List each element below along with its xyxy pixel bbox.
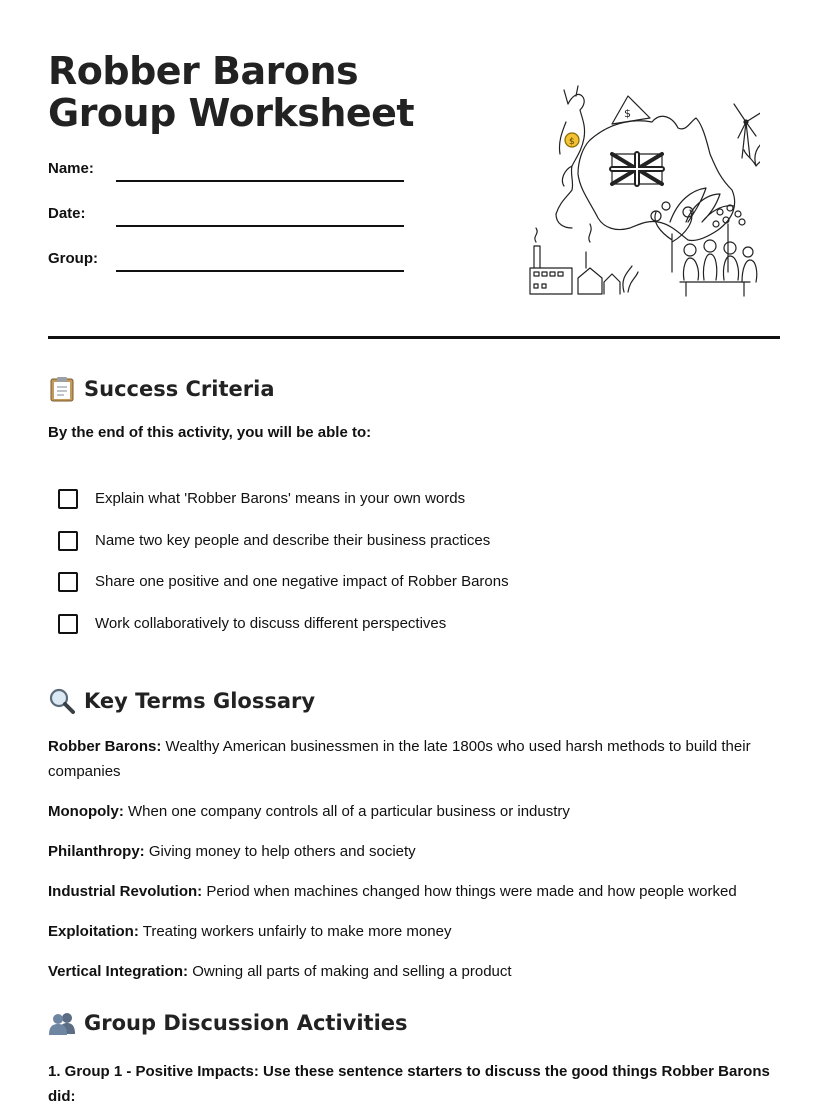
- criteria-item[interactable]: [58, 488, 778, 530]
- success-criteria-title: Success Criteria: [84, 377, 275, 401]
- success-intro: By the end of this activity, you will be able to:: [48, 424, 372, 441]
- term-name: Philanthropy:: [48, 843, 145, 860]
- criteria-text: Work collaboratively to discuss different perspectives: [95, 614, 447, 632]
- criteria-text: Name two key people and describe their business practices: [95, 531, 491, 549]
- glossary-title: Key Terms Glossary: [84, 689, 316, 713]
- section-divider: [48, 336, 780, 339]
- glossary-list: [48, 734, 780, 999]
- criteria-list: [58, 488, 778, 654]
- term-definition: Period when machines changed how things were made and how people worked: [206, 883, 737, 900]
- checkbox[interactable]: [58, 489, 78, 509]
- group-label: Group:: [48, 250, 98, 267]
- group-field[interactable]: [48, 250, 408, 276]
- australia-illustration: [520, 82, 760, 300]
- flowers-icon: [713, 205, 745, 272]
- checkbox[interactable]: [58, 531, 78, 551]
- money-sign: [612, 96, 650, 124]
- discussion-heading: [48, 1010, 408, 1036]
- criteria-item[interactable]: [58, 530, 778, 572]
- glossary-heading: [48, 688, 315, 714]
- date-line[interactable]: [116, 225, 404, 227]
- term-definition: Giving money to help others and society: [148, 843, 416, 860]
- name-field[interactable]: [48, 160, 408, 186]
- term-definition: Owning all parts of making and selling a product: [192, 963, 512, 980]
- glossary-term: [48, 919, 780, 944]
- discussion-title: Group Discussion Activities: [84, 1011, 408, 1035]
- term-definition: When one company controls all of a particular business or industry: [128, 803, 570, 820]
- glossary-term: [48, 959, 780, 984]
- people-at-table: [680, 240, 757, 296]
- term-definition: Treating workers unfairly to make more money: [142, 923, 452, 940]
- worksheet-title: Robber Barons Group Worksheet: [48, 49, 415, 135]
- magnifier-icon: [48, 688, 76, 714]
- success-criteria-heading: [48, 376, 275, 402]
- people-icon: [48, 1010, 76, 1036]
- term-name: Industrial Revolution:: [48, 883, 203, 900]
- tree-icon: [651, 202, 693, 272]
- name-label: Name:: [48, 160, 94, 177]
- term-definition: Wealthy American businessmen in the late 1800s who used harsh methods to build their companies: [48, 738, 751, 780]
- checkbox[interactable]: [58, 614, 78, 634]
- factory-icon: [530, 228, 572, 294]
- group-line[interactable]: [116, 270, 404, 272]
- windmill-icon: [734, 104, 760, 158]
- criteria-item[interactable]: [58, 571, 778, 613]
- term-name: Vertical Integration:: [48, 963, 189, 980]
- svg-text:$: $: [624, 107, 631, 120]
- svg-text:$: $: [569, 137, 575, 147]
- criteria-text: Explain what 'Robber Barons' means in your own words: [95, 490, 466, 507]
- glossary-term: [48, 879, 780, 904]
- term-name: Robber Barons:: [48, 738, 162, 755]
- activity-1-prompt: 1. Group 1 - Positive Impacts: Use these sentence starters to discuss the good things Robber Barons did:: [48, 1063, 770, 1105]
- glossary-term: [48, 799, 780, 824]
- term-name: Monopoly:: [48, 803, 124, 820]
- date-label: Date:: [48, 205, 86, 222]
- clipboard-icon: [48, 376, 76, 402]
- flag-icon: [612, 154, 662, 184]
- glossary-term: [48, 839, 780, 864]
- name-line[interactable]: [116, 180, 404, 182]
- houses-icon: [578, 224, 638, 294]
- criteria-text: Share one positive and one negative impact of Robber Barons: [95, 573, 509, 590]
- checkbox[interactable]: [58, 572, 78, 592]
- plant-icon: [744, 140, 760, 166]
- glossary-term: [48, 734, 780, 784]
- criteria-item[interactable]: [58, 613, 778, 655]
- term-name: Exploitation:: [48, 923, 139, 940]
- date-field[interactable]: [48, 205, 408, 231]
